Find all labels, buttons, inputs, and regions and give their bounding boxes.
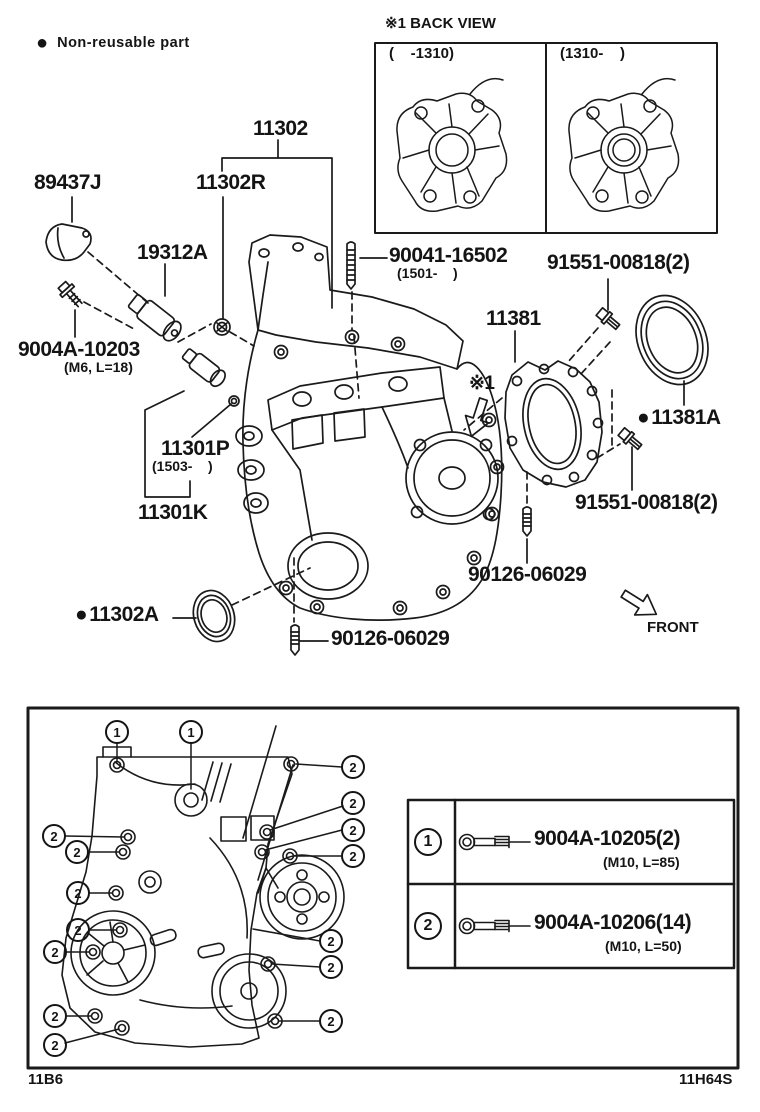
stud-90126-right-drawing [523,507,531,536]
leader-lines [72,140,684,641]
ref1-marker: ※1 [469,373,495,394]
part-spec-9004A-10203: (M6, L=18) [64,359,133,375]
callout-2: 2 [43,940,67,964]
part-label-91551-00818-bottom: 91551-00818(2) [575,491,718,514]
part-label-11301K: 11301K [138,501,208,524]
part-label-91551-00818-top: 91551-00818(2) [547,251,690,274]
non-reusable-bullet-icon: ● [637,406,650,429]
part-number-11302A: 11302A [89,603,159,626]
part-label-90126-06029-right: 90126-06029 [468,563,587,586]
table-part-number-1: 9004A-10205(2) [534,827,680,850]
table-callout-2: 2 [414,912,442,940]
callout-2: 2 [319,929,343,953]
sensor-11301P-drawing [180,346,228,389]
seal-11302A-drawing [187,585,241,647]
callout-2: 2 [319,1009,343,1033]
callout-2: 2 [66,918,90,942]
timing-cover-drawing [236,235,504,620]
non-reusable-bullet-icon: ● [75,603,88,626]
legend-text: Non-reusable part [57,35,190,51]
part-label-90126-06029-bottom: 90126-06029 [331,627,450,650]
callout-2: 2 [65,840,89,864]
part-label-11301P: 11301P [161,437,230,460]
back-view-box [375,43,717,233]
seal-11381A-drawing [623,285,721,396]
back-view-left-range: ( -1310) [389,45,455,62]
part-label-89437J: 89437J [34,171,102,194]
callout-2: 2 [341,791,365,815]
part-label-11302R: 11302R [196,171,266,194]
table-callout-1: 1 [414,828,442,856]
stud-90041-16502-drawing [347,242,355,289]
front-label: FRONT [647,619,699,636]
part-label-9004A-10203: 9004A-10203 [18,338,140,361]
back-view-right-range: (1310- ) [560,45,626,62]
footer-page-code: 11B6 [28,1071,64,1088]
callout-2: 2 [42,824,66,848]
callout-2: 2 [319,955,343,979]
non-reusable-bullet-icon: ● [36,32,49,54]
callout-2: 2 [341,818,365,842]
footer-figure-code: 11H64S [679,1071,733,1088]
part-label-19312A: 19312A [137,241,208,264]
part-label-11302A [75,604,159,625]
part-number-11381A: 11381A [651,406,721,429]
stud-90126-bottom-drawing [291,625,299,655]
callout-1: 1 [105,720,129,744]
bolt-91551-bottom-drawing [617,427,644,452]
legend-non-reusable [36,33,190,53]
part-label-11302: 11302 [253,117,308,140]
fastener-table-frame [408,800,734,968]
callout-2: 2 [66,881,90,905]
back-view-right-drawing [569,79,679,212]
callout-2: 2 [341,755,365,779]
rear-plate-11381-drawing [505,361,603,487]
table-part-spec-2: (M10, L=50) [605,938,682,954]
table-part-number-2: 9004A-10206(14) [534,911,692,934]
back-view-title: ※1 BACK VIEW [385,15,496,32]
bolt-9004A-10203-drawing [56,279,86,310]
callout-2: 2 [341,844,365,868]
bottom-box [28,708,738,1068]
plug-11302R-drawing [214,319,230,335]
table-part-spec-1: (M10, L=85) [603,854,680,870]
sensor-19312A-drawing [126,292,184,344]
callout-2: 2 [43,1033,67,1057]
back-view-left-drawing [397,79,507,212]
callout-lines [65,743,343,1043]
callout-2: 2 [43,1004,67,1028]
assembled-cover-drawing [62,726,344,1047]
cover-89437J-drawing [46,224,91,260]
part-label-11381: 11381 [486,307,541,330]
part-spec-11301P: (1503- ) [152,458,213,474]
part-spec-90041-16502: (1501- ) [397,265,458,281]
part-label-90041-16502: 90041-16502 [389,244,508,267]
part-label-11381A [637,407,721,428]
callout-1: 1 [179,720,203,744]
